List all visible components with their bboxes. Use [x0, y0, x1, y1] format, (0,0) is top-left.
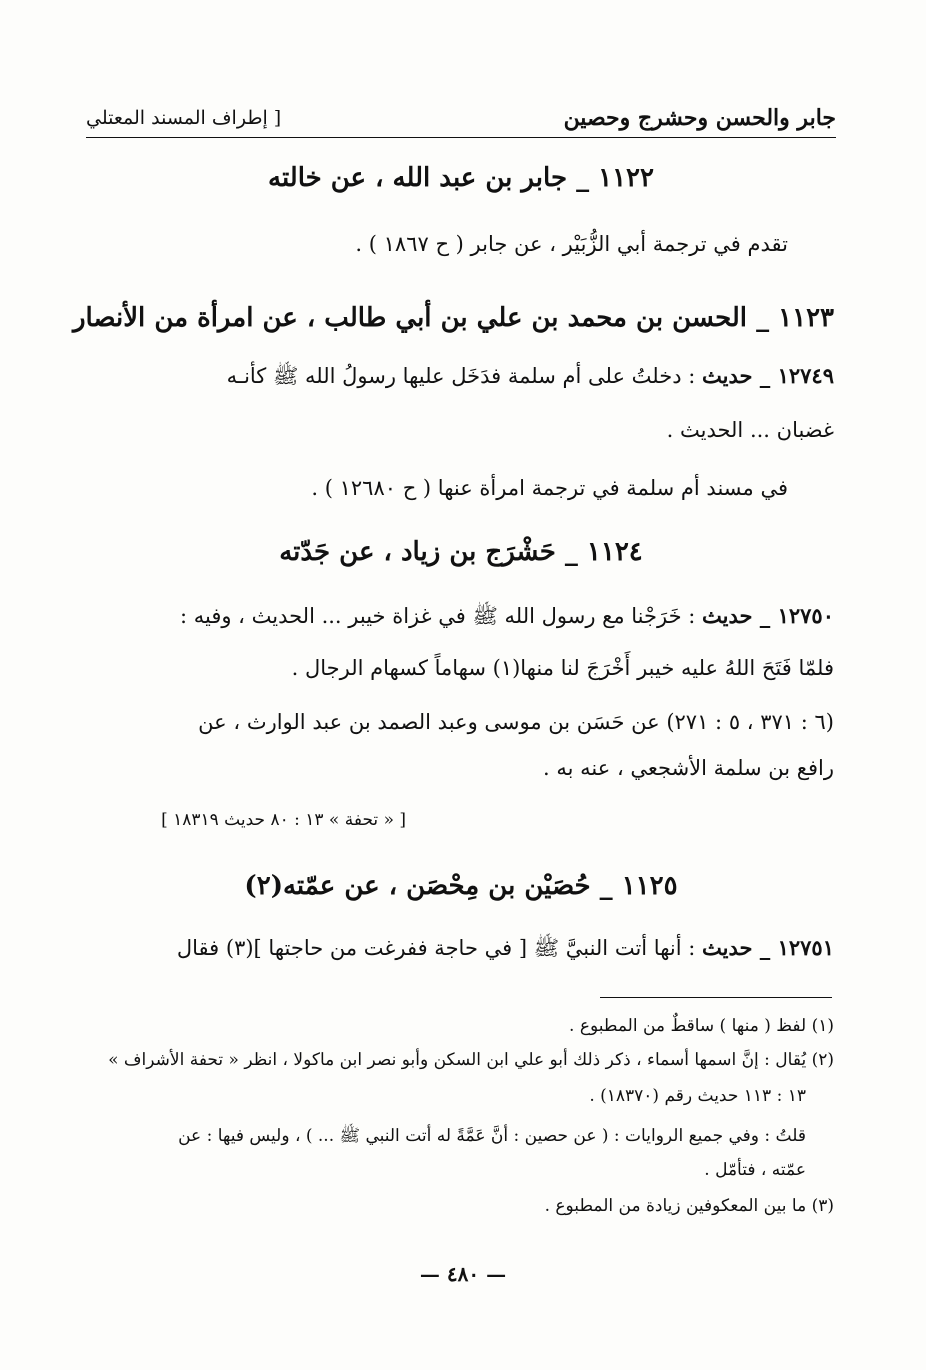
footnote-divider	[600, 997, 832, 998]
footnote-2-continued: ١٣ : ١١٣ حديث رقم (١٨٣٧٠) .	[589, 1086, 806, 1106]
section-heading-1122: ١١٢٢ _ جابر بن عبد الله ، عن خالته	[268, 163, 654, 193]
hadith-text: : أنها أتت النبيَّ ﷺ [ في حاجة ففرغت من حاجتها ](٣) فقال	[176, 936, 696, 960]
running-header	[86, 102, 836, 134]
header-title-right: جابر والحسن وحشرج وحصين	[563, 105, 836, 131]
footnote-2-note-continued: عمّته ، فتأمّل .	[704, 1160, 806, 1180]
footnote-2: (٢) يُقال : إنَّ اسمها أسماء ، ذكر ذلك أبو علي ابن السكن وأبو نصر ابن ماكولا ، انظر « تحفة الأشراف »	[108, 1050, 834, 1070]
header-title-left: [ إطراف المسند المعتلي	[86, 107, 282, 129]
hadith-12749-line-1	[88, 360, 834, 392]
hadith-text: : دخلتُ على أم سلمة فدَخَل عليها رسولُ الله ﷺ كأنـه	[226, 364, 696, 388]
hadith-12749-line-2: غضبان ... الحديث .	[666, 418, 834, 442]
header-divider	[86, 137, 836, 138]
hadith-number: ١٢٧٤٩ _ حديث	[702, 363, 834, 388]
hadith-12750-line-1	[88, 600, 834, 632]
section-heading-1123: ١١٢٣ _ الحسن بن محمد بن علي بن أبي طالب ، عن امرأة من الأنصار	[72, 303, 834, 333]
footnote-1: (١) لفظ ( منها ) ساقطٌ من المطبوع .	[569, 1016, 834, 1036]
footnote-3: (٣) ما بين المعكوفين زيادة من المطبوع .	[544, 1196, 834, 1216]
tuhfa-reference: [ « تحفة » ١٣ : ٨٠ حديث ١٨٣١٩ ]	[161, 810, 406, 830]
hadith-number: ١٢٧٥١ _ حديث	[702, 935, 834, 960]
hadith-12750-line-3: (٦ : ٣٧١ ، ٥ : ٢٧١) عن حَسَن بن موسى وعبد الصمد بن عبد الوارث ، عن	[198, 710, 834, 734]
hadith-12749-reference: في مسند أم سلمة في ترجمة امرأة عنها ( ح ١٢٦٨٠ ) .	[311, 476, 788, 500]
paragraph-1122: تقدم في ترجمة أبي الزُّبَيْر ، عن جابر ( ح ١٨٦٧ ) .	[355, 232, 788, 256]
section-heading-1125: ١١٢٥ _ حُصَيْن بن مِحْصَن ، عن عمّته(٢)	[244, 871, 678, 901]
hadith-12750-line-4: رافع بن سلمة الأشجعي ، عنه به .	[543, 756, 834, 780]
hadith-12750-line-2: فلمّا فَتَحَ اللهُ عليه خيبر أَخْرَجَ لنا منها(١) سهاماً كسهام الرجال .	[291, 656, 834, 680]
section-heading-1124: ١١٢٤ _ حَشْرَج بن زياد ، عن جَدّته	[279, 537, 643, 567]
hadith-number: ١٢٧٥٠ _ حديث	[702, 603, 834, 628]
hadith-text: : خَرَجْنا مع رسول الله ﷺ في غزاة خيبر ... الحديث ، وفيه :	[179, 604, 696, 628]
footnote-2-note: قلتُ : وفي جميع الروايات : ( عن حصين : أنَّ عَمَّةً له أتت النبي ﷺ ... ) ، وليس فيها : عن	[178, 1126, 806, 1146]
page-number: — ٤٨٠ —	[419, 1262, 507, 1286]
hadith-12751-line-1	[88, 932, 834, 964]
